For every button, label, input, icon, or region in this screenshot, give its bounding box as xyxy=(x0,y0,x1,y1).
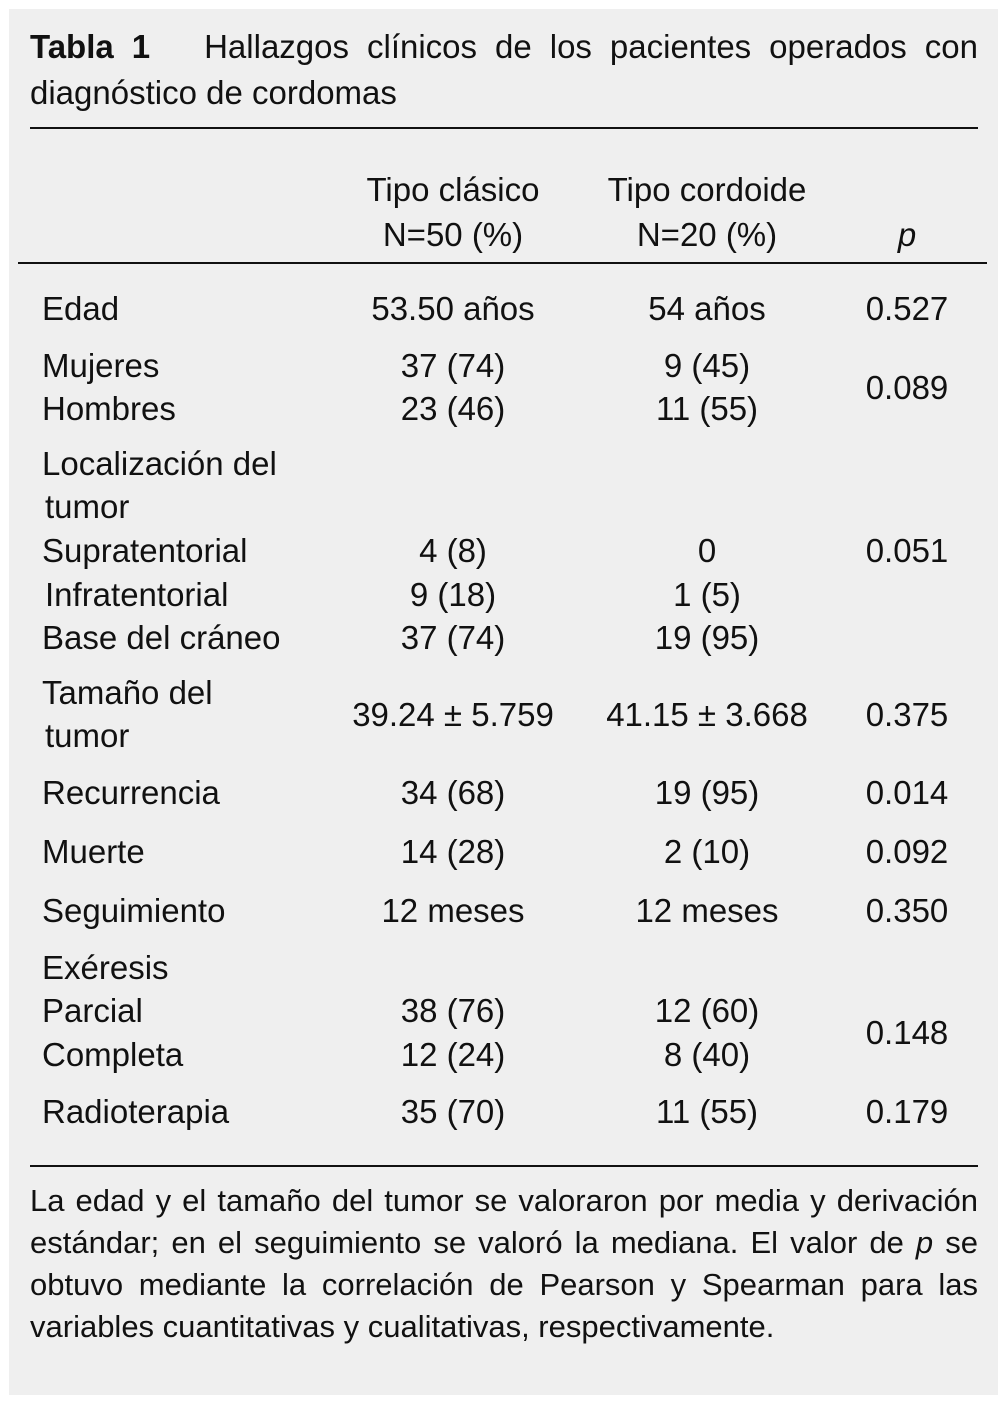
cell-completa-cordoide: 8 (40) xyxy=(663,1036,751,1073)
cell-seguimiento-clasico: 12 meses xyxy=(381,892,525,929)
cell-infratentorial-clasico: 9 (18) xyxy=(409,576,497,613)
header-col1-name: Tipo clásico xyxy=(366,171,540,208)
row-label-localizacion: Localización del xyxy=(42,445,277,482)
row-label-completa: Completa xyxy=(42,1036,184,1073)
cell-completa-clasico: 12 (24) xyxy=(400,1036,506,1073)
table-title: Hallazgos clínicos de los pacientes operados con diagnóstico de cordomas xyxy=(30,28,978,111)
cell-muerte-p: 0.092 xyxy=(865,833,949,870)
cell-edad-p: 0.527 xyxy=(865,290,949,327)
row-label-hombres: Hombres xyxy=(42,390,176,427)
cell-parcial-cordoide: 12 (60) xyxy=(654,992,760,1029)
cell-radioterapia-cordoide: 11 (55) xyxy=(655,1093,759,1130)
header-rule xyxy=(18,262,987,264)
cell-mujeres-cordoide: 9 (45) xyxy=(663,347,751,384)
cell-supratentorial-cordoide: 0 xyxy=(697,532,717,569)
header-p: p xyxy=(897,216,917,253)
row-label-supratentorial: Supratentorial xyxy=(42,532,248,569)
cell-supratentorial-clasico: 4 (8) xyxy=(419,532,487,569)
cell-base-cordoide: 19 (95) xyxy=(654,619,760,656)
row-label-radioterapia: Radioterapia xyxy=(42,1093,230,1130)
cell-radioterapia-clasico: 35 (70) xyxy=(400,1093,506,1130)
footnote-p: p xyxy=(915,1225,934,1260)
cell-parcial-clasico: 38 (76) xyxy=(400,992,506,1029)
footnote-part2: se obtuvo mediante la correlación de Pearson y Spearman para las variables cuantitativas y cualitativas, respectivamente. xyxy=(30,1225,978,1344)
cell-radioterapia-p: 0.179 xyxy=(865,1093,949,1130)
cell-edad-cordoide: 54 años xyxy=(648,290,766,327)
cell-hombres-cordoide: 11 (55) xyxy=(655,390,759,427)
row-label-recurrencia: Recurrencia xyxy=(42,774,220,811)
row-label-muerte: Muerte xyxy=(42,833,145,870)
cell-seguimiento-p: 0.350 xyxy=(865,892,949,929)
cell-edad-clasico: 53.50 años xyxy=(371,290,535,327)
row-label-infratentorial: Infratentorial xyxy=(45,576,229,613)
cell-tamano-clasico: 39.24 ± 5.759 xyxy=(352,696,554,733)
header-col2-n: N=20 (%) xyxy=(636,216,778,253)
cell-recurrencia-clasico: 34 (68) xyxy=(400,774,506,811)
row-label-parcial: Parcial xyxy=(42,992,143,1029)
row-label-mujeres: Mujeres xyxy=(42,347,160,384)
header-col1-n: N=50 (%) xyxy=(382,216,524,253)
row-label-seguimiento: Seguimiento xyxy=(42,892,226,929)
cell-tamano-cordoide: 41.15 ± 3.668 xyxy=(606,696,808,733)
row-label-localizacion-2: tumor xyxy=(45,488,130,525)
cell-recurrencia-cordoide: 19 (95) xyxy=(654,774,760,811)
table-footnote xyxy=(30,1180,978,1348)
row-label-edad: Edad xyxy=(42,290,120,327)
cell-hombres-clasico: 23 (46) xyxy=(400,390,506,427)
cell-exeresis-p: 0.148 xyxy=(865,1014,949,1051)
cell-mujeres-clasico: 37 (74) xyxy=(400,347,506,384)
cell-muerte-cordoide: 2 (10) xyxy=(663,833,751,870)
cell-localizacion-p: 0.051 xyxy=(865,532,949,569)
row-label-tamano: Tamaño del xyxy=(42,674,213,711)
top-rule xyxy=(30,127,978,129)
bottom-rule xyxy=(30,1165,978,1167)
table-caption xyxy=(30,24,978,116)
cell-muerte-clasico: 14 (28) xyxy=(400,833,506,870)
cell-seguimiento-cordoide: 12 meses xyxy=(635,892,779,929)
row-label-tamano-2: tumor xyxy=(45,717,130,754)
row-label-base: Base del cráneo xyxy=(42,619,281,656)
cell-base-clasico: 37 (74) xyxy=(400,619,506,656)
cell-tamano-p: 0.375 xyxy=(865,696,949,733)
row-label-exeresis: Exéresis xyxy=(42,949,169,986)
cell-recurrencia-p: 0.014 xyxy=(865,774,949,811)
header-col2-name: Tipo cordoide xyxy=(607,171,807,208)
table-number: Tabla 1 xyxy=(30,28,151,65)
cell-infratentorial-cordoide: 1 (5) xyxy=(673,576,741,613)
cell-sexo-p: 0.089 xyxy=(865,369,949,406)
footnote-part1: La edad y el tamaño del tumor se valoraron por media y derivación estándar; en el seguimiento se valoró la mediana. El valor de xyxy=(30,1183,978,1260)
